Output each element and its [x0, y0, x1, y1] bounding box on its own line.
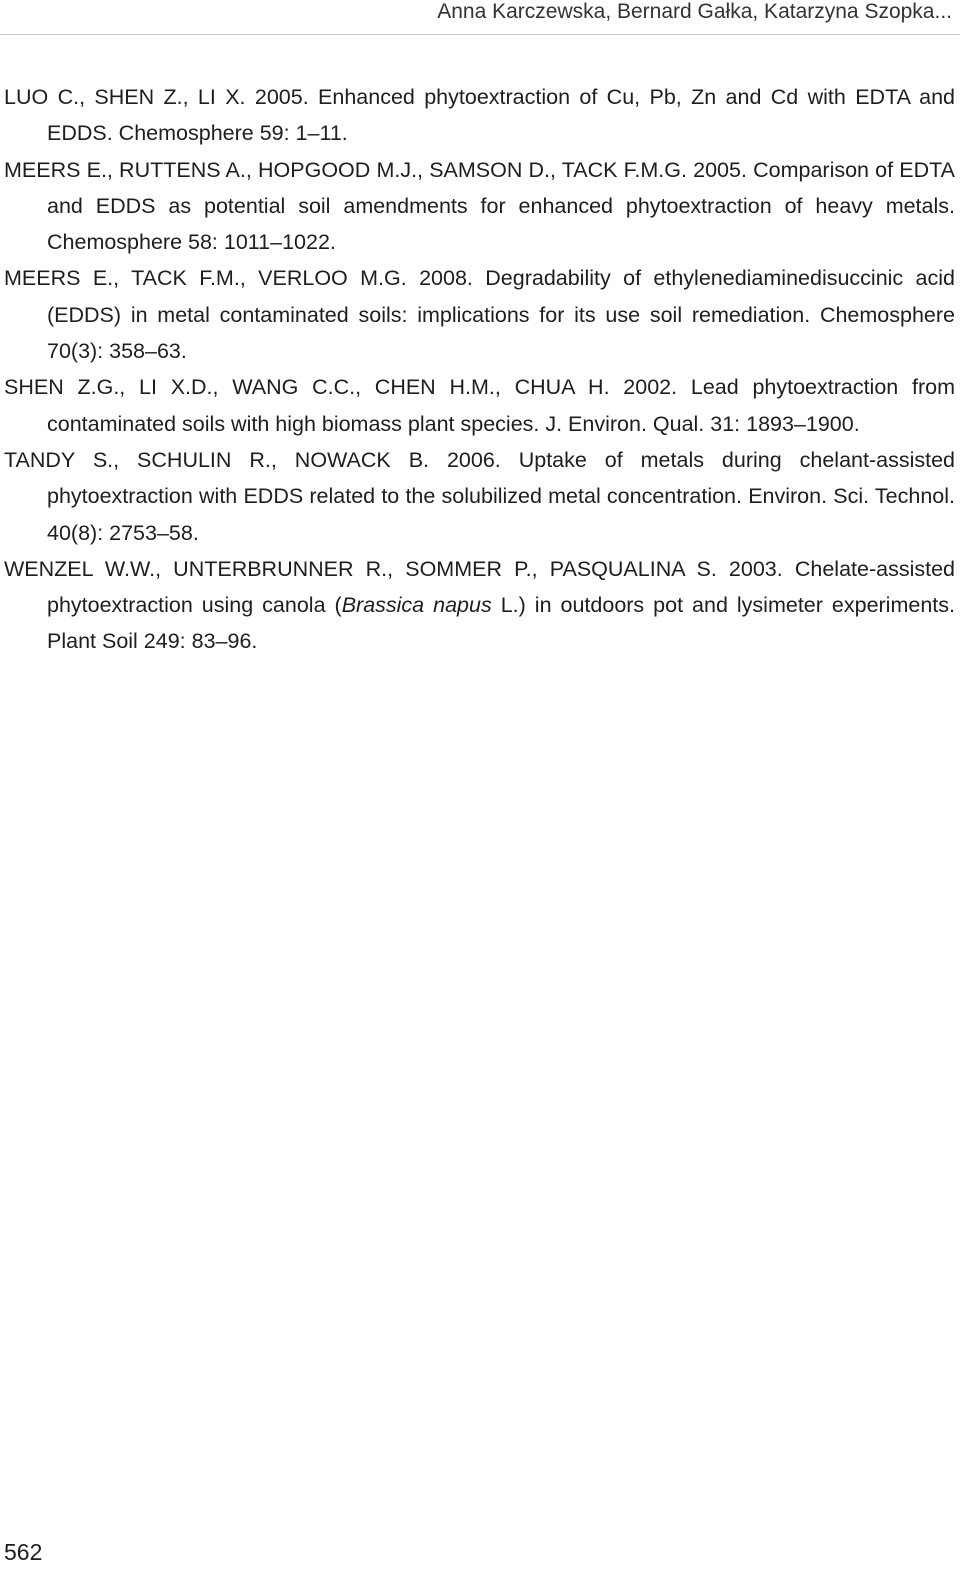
header-divider: [0, 34, 960, 35]
reference-entry: MEERS E., RUTTENS A., HOPGOOD M.J., SAMSON D., TACK F.M.G. 2005. Comparison of EDTA and EDDS as potential soil amendments for enhanced phytoextraction of heavy metals. Chemosphere 58: 1011–1022.: [4, 157, 955, 255]
reference-entry: [4, 551, 955, 660]
reference-entry: TANDY S., SCHULIN R., NOWACK B. 2006. Uptake of metals during chelant-assisted phytoextraction with EDDS related to the solubilized metal concentration. Environ. Sci. Technol. 40(8): 2753–58.: [4, 447, 955, 545]
reference-entry: MEERS E., TACK F.M., VERLOO M.G. 2008. Degradability of ethylenediaminedisuccinic acid (EDDS) in metal contaminated soils: implications for its use soil remediation. Chemosphere 70(3): 358–63.: [4, 266, 955, 364]
species-name: Brassica napus: [341, 593, 492, 618]
reference-text: WENZEL W.W., UNTERBRUNNER R., SOMMER P., PASQUALINA S. 2003. Chelate-assisted phytoextraction using canola (: [4, 556, 955, 618]
reference-list: [4, 79, 955, 660]
reference-entry: SHEN Z.G., LI X.D., WANG C.C., CHEN H.M., CHUA H. 2002. Lead phytoextraction from contaminated soils with high biomass plant species. J. Environ. Qual. 31: 1893–1900.: [4, 375, 955, 436]
reference-entry: LUO C., SHEN Z., LI X. 2005. Enhanced phytoextraction of Cu, Pb, Zn and Cd with EDTA and EDDS. Chemosphere 59: 1–11.: [4, 85, 955, 146]
reference-text: L.) in outdoors pot and lysimeter experiments. Plant Soil 249: 83–96.: [47, 593, 955, 654]
running-header: Anna Karczewska, Bernard Gałka, Katarzyna Szopka...: [437, 0, 952, 23]
page-number: 562: [4, 1539, 43, 1565]
